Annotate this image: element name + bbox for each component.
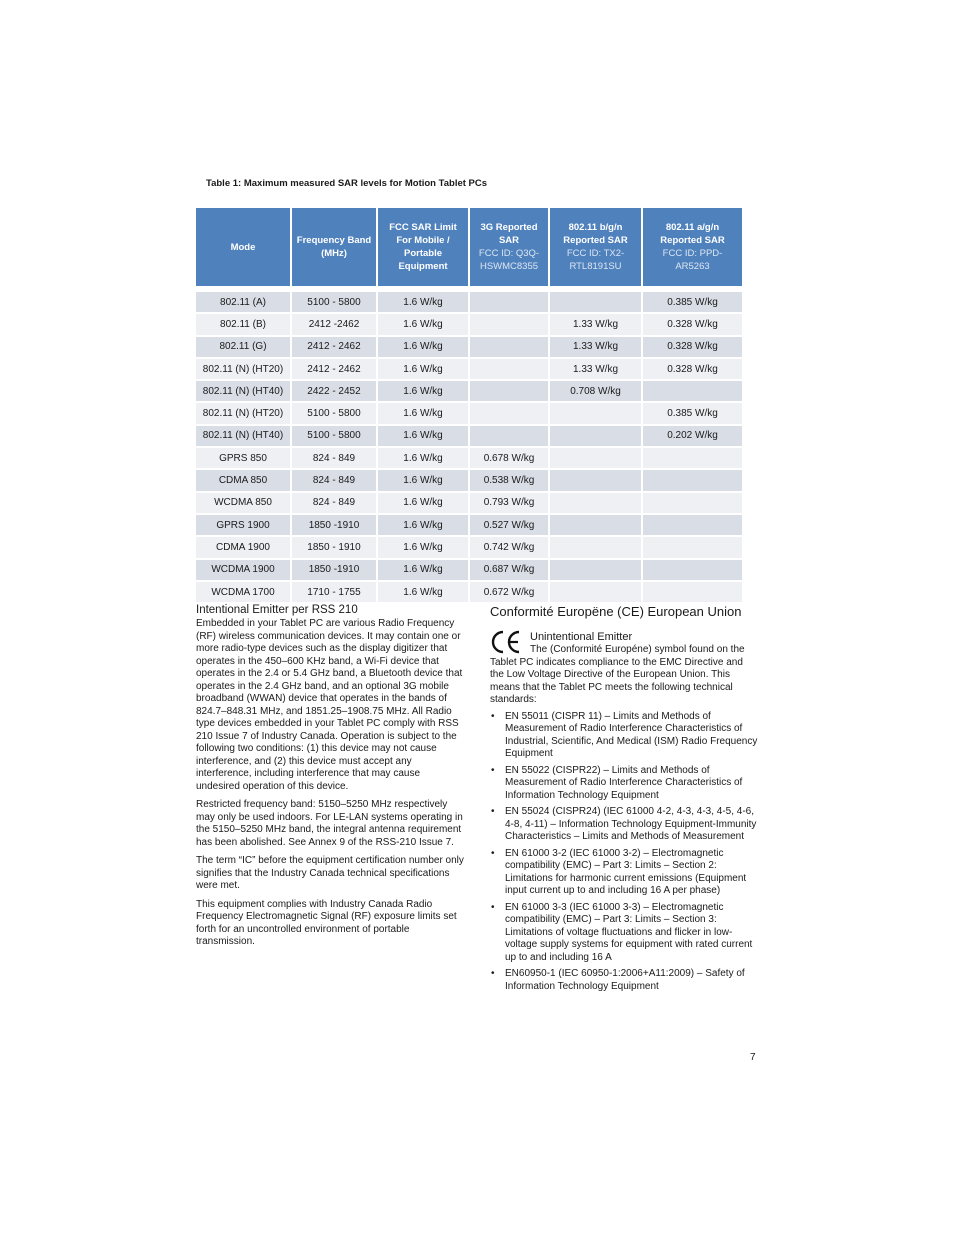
sar-agn-cell xyxy=(643,513,742,535)
frequency-cell: 5100 - 5800 xyxy=(292,401,378,423)
sar-3g-cell xyxy=(470,312,550,334)
mode-cell: 802.11 (A) xyxy=(196,286,292,312)
frequency-cell: 1710 - 1755 xyxy=(292,580,378,602)
list-item: • EN 55011 (CISPR 11) – Limits and Methods of Measurement of Radio Interference Characteristics of Industrial, Scientific, And Medical (ISM) Radio Frequency Equipment xyxy=(490,711,758,761)
frequency-cell: 824 - 849 xyxy=(292,491,378,513)
header-fcc-limit: FCC SAR Limit For Mobile / Portable Equipment xyxy=(378,208,470,286)
table-row xyxy=(196,312,742,334)
sar-bgn-cell xyxy=(550,558,643,580)
table-row xyxy=(196,379,742,401)
header-3g-sar: 3G Reported SAR FCC ID: Q3Q-HSWMC8355 xyxy=(470,208,550,286)
mode-cell: 802.11 (B) xyxy=(196,312,292,334)
header-frequency: Frequency Band (MHz) xyxy=(292,208,378,286)
list-item: • EN 55022 (CISPR22) – Limits and Methods of Measurement of Radio Interference Characteristics of Information Technology Equipment xyxy=(490,765,758,803)
sar-bgn-cell xyxy=(550,446,643,468)
table-row xyxy=(196,491,742,513)
table-row xyxy=(196,424,742,446)
ce-section xyxy=(490,603,758,997)
page-number: 7 xyxy=(750,1052,756,1063)
frequency-cell: 824 - 849 xyxy=(292,468,378,490)
frequency-cell: 1850 - 1910 xyxy=(292,535,378,557)
rf-exposure-paragraph: This equipment complies with Industry Canada Radio Frequency Electromagnetic Signal (RF) exposure limits set forth for an uncontrolled environment of portable transmission. xyxy=(196,898,457,947)
rss210-heading: Intentional Emitter per RSS 210 xyxy=(196,604,358,616)
mode-cell: 802.11 (N) (HT40) xyxy=(196,424,292,446)
table-row xyxy=(196,468,742,490)
sar-bgn-cell: 1.33 W/kg xyxy=(550,312,643,334)
sar-agn-cell: 0.385 W/kg xyxy=(643,286,742,312)
sar-3g-cell: 0.527 W/kg xyxy=(470,513,550,535)
ce-mark-icon xyxy=(490,629,522,655)
sar-3g-cell xyxy=(470,357,550,379)
sar-agn-cell xyxy=(643,468,742,490)
sar-bgn-cell xyxy=(550,468,643,490)
fcc-limit-cell: 1.6 W/kg xyxy=(378,446,470,468)
sar-bgn-cell xyxy=(550,424,643,446)
sar-agn-cell: 0.328 W/kg xyxy=(643,335,742,357)
mode-cell: 802.11 (G) xyxy=(196,335,292,357)
rss210-paragraph: Embedded in your Tablet PC are various Radio Frequency (RF) wireless communication devices. It may contain one or more radio-type devices such as the display digitizer that operates in the 450–600 KHz band, a Wi-Fi device that operates in the 2.4 or 5.4 GHz band, a Bluetooth device that operates in the 2.4 GHz band, and an optional 3G mobile broadband (WWAN) device that operates in the bands of 824.7–848.31 MHz, and 1851.25–1908.75 MHz. All Radio type devices embedded in your Tablet PC comply with RSS 210 Issue 7 of Industry Canada. Operation is subject to the following two conditions: (1) this device may not cause interference, and (2) this device must accept any interference, including interference that may cause undesired operation of this device. xyxy=(196,618,463,792)
fcc-limit-cell: 1.6 W/kg xyxy=(378,286,470,312)
sar-3g-cell: 0.687 W/kg xyxy=(470,558,550,580)
fcc-limit-cell: 1.6 W/kg xyxy=(378,335,470,357)
sar-agn-cell: 0.385 W/kg xyxy=(643,401,742,423)
sar-3g-cell xyxy=(470,335,550,357)
restricted-band-paragraph: Restricted frequency band: 5150–5250 MHz respectively may only be used indoors. For LE-LAN systems operating in the 5150–5250 MHz band, the integral antenna requirement has been abolished. See Annex 9 of the RSS-210 Issue 7. xyxy=(196,799,463,848)
sar-bgn-cell xyxy=(550,513,643,535)
sar-3g-cell: 0.678 W/kg xyxy=(470,446,550,468)
sar-3g-cell: 0.742 W/kg xyxy=(470,535,550,557)
mode-cell: WCDMA 850 xyxy=(196,491,292,513)
fcc-limit-cell: 1.6 W/kg xyxy=(378,468,470,490)
sar-agn-cell xyxy=(643,446,742,468)
fcc-limit-cell: 1.6 W/kg xyxy=(378,558,470,580)
table-header-row xyxy=(196,208,742,286)
sar-3g-cell xyxy=(470,379,550,401)
table-row xyxy=(196,580,742,602)
table-row xyxy=(196,446,742,468)
fcc-limit-cell: 1.6 W/kg xyxy=(378,535,470,557)
frequency-cell: 2412 - 2462 xyxy=(292,357,378,379)
list-item: • EN 61000 3-3 (IEC 61000 3-3) – Electromagnetic compatibility (EMC) – Part 3: Limits – Section 3: Limitations of voltage fluctuations and flicker in low-voltage supply systems for equipment with rated current up to and including 16 A xyxy=(490,902,758,965)
table-row xyxy=(196,357,742,379)
ce-heading: Conformité Europëne (CE) European Union xyxy=(490,604,742,619)
mode-cell: CDMA 850 xyxy=(196,468,292,490)
frequency-cell: 5100 - 5800 xyxy=(292,286,378,312)
ic-term-paragraph: The term “IC” before the equipment certification number only signifies that the Industry Canada technical specifications were met. xyxy=(196,855,464,891)
frequency-cell: 1850 -1910 xyxy=(292,558,378,580)
fcc-limit-cell: 1.6 W/kg xyxy=(378,357,470,379)
sar-table xyxy=(196,208,742,602)
list-item: • EN 55024 (CISPR24) (IEC 61000 4-2, 4-3, 4-3, 4-5, 4-6, 4-8, 4-11) – Information Technology Equipment-Immunity Characteristics – Limits and Methods of Measurement xyxy=(490,806,758,844)
fcc-limit-cell: 1.6 W/kg xyxy=(378,424,470,446)
sar-3g-cell xyxy=(470,286,550,312)
sar-3g-cell xyxy=(470,401,550,423)
standards-list xyxy=(490,711,758,994)
sar-3g-cell: 0.538 W/kg xyxy=(470,468,550,490)
fcc-limit-cell: 1.6 W/kg xyxy=(378,580,470,602)
list-item: • EN 61000 3-2 (IEC 61000 3-2) – Electromagnetic compatibility (EMC) – Part 3: Limits – Section 2: Limitations for harmonic current emissions (Equipment input current up to and including 16 A per phase) xyxy=(490,848,758,898)
frequency-cell: 5100 - 5800 xyxy=(292,424,378,446)
fcc-limit-cell: 1.6 W/kg xyxy=(378,513,470,535)
mode-cell: 802.11 (N) (HT40) xyxy=(196,379,292,401)
mode-cell: 802.11 (N) (HT20) xyxy=(196,357,292,379)
header-agn-sar: 802.11 a/g/n Reported SAR FCC ID: PPD-AR5263 xyxy=(643,208,742,286)
sar-bgn-cell xyxy=(550,491,643,513)
table-row xyxy=(196,513,742,535)
mode-cell: WCDMA 1900 xyxy=(196,558,292,580)
sar-3g-cell xyxy=(470,424,550,446)
sar-bgn-cell: 0.708 W/kg xyxy=(550,379,643,401)
ce-intro-text: The (Conformité Européne) symbol found on the Tablet PC indicates compliance to the EMC Directive and the Low Voltage Directive of the European Union. This means that the Tablet PC meets the following technical standards: xyxy=(490,644,745,705)
sar-agn-cell: 0.202 W/kg xyxy=(643,424,742,446)
header-bgn-sar: 802.11 b/g/n Reported SAR FCC ID: TX2-RTL8191SU xyxy=(550,208,643,286)
mode-cell: GPRS 850 xyxy=(196,446,292,468)
sar-agn-cell: 0.328 W/kg xyxy=(643,312,742,334)
sar-bgn-cell xyxy=(550,580,643,602)
fcc-limit-cell: 1.6 W/kg xyxy=(378,312,470,334)
header-mode: Mode xyxy=(196,208,292,286)
sar-agn-cell xyxy=(643,580,742,602)
frequency-cell: 1850 -1910 xyxy=(292,513,378,535)
mode-cell: CDMA 1900 xyxy=(196,535,292,557)
sar-3g-cell: 0.672 W/kg xyxy=(470,580,550,602)
frequency-cell: 2422 - 2452 xyxy=(292,379,378,401)
table-row xyxy=(196,558,742,580)
sar-bgn-cell xyxy=(550,286,643,312)
list-item: • EN60950-1 (IEC 60950-1:2006+A11:2009) – Safety of Information Technology Equipment xyxy=(490,968,758,993)
table-caption: Table 1: Maximum measured SAR levels for Motion Tablet PCs xyxy=(206,178,488,189)
frequency-cell: 2412 - 2462 xyxy=(292,335,378,357)
sar-bgn-cell: 1.33 W/kg xyxy=(550,335,643,357)
mode-cell: 802.11 (N) (HT20) xyxy=(196,401,292,423)
frequency-cell: 2412 -2462 xyxy=(292,312,378,334)
sar-bgn-cell xyxy=(550,401,643,423)
mode-cell: GPRS 1900 xyxy=(196,513,292,535)
fcc-limit-cell: 1.6 W/kg xyxy=(378,401,470,423)
sar-agn-cell xyxy=(643,491,742,513)
sar-3g-cell: 0.793 W/kg xyxy=(470,491,550,513)
table-row xyxy=(196,335,742,357)
mode-cell: WCDMA 1700 xyxy=(196,580,292,602)
ce-block xyxy=(490,631,758,707)
sar-bgn-cell: 1.33 W/kg xyxy=(550,357,643,379)
sar-agn-cell xyxy=(643,558,742,580)
frequency-cell: 824 - 849 xyxy=(292,446,378,468)
sar-agn-cell xyxy=(643,379,742,401)
sar-bgn-cell xyxy=(550,535,643,557)
fcc-limit-cell: 1.6 W/kg xyxy=(378,491,470,513)
table-row xyxy=(196,535,742,557)
table-row xyxy=(196,401,742,423)
sar-agn-cell: 0.328 W/kg xyxy=(643,357,742,379)
unintentional-emitter-heading: Unintentional Emitter xyxy=(530,631,633,643)
sar-agn-cell xyxy=(643,535,742,557)
table-row xyxy=(196,286,742,312)
fcc-limit-cell: 1.6 W/kg xyxy=(378,379,470,401)
rss210-section xyxy=(196,603,466,955)
